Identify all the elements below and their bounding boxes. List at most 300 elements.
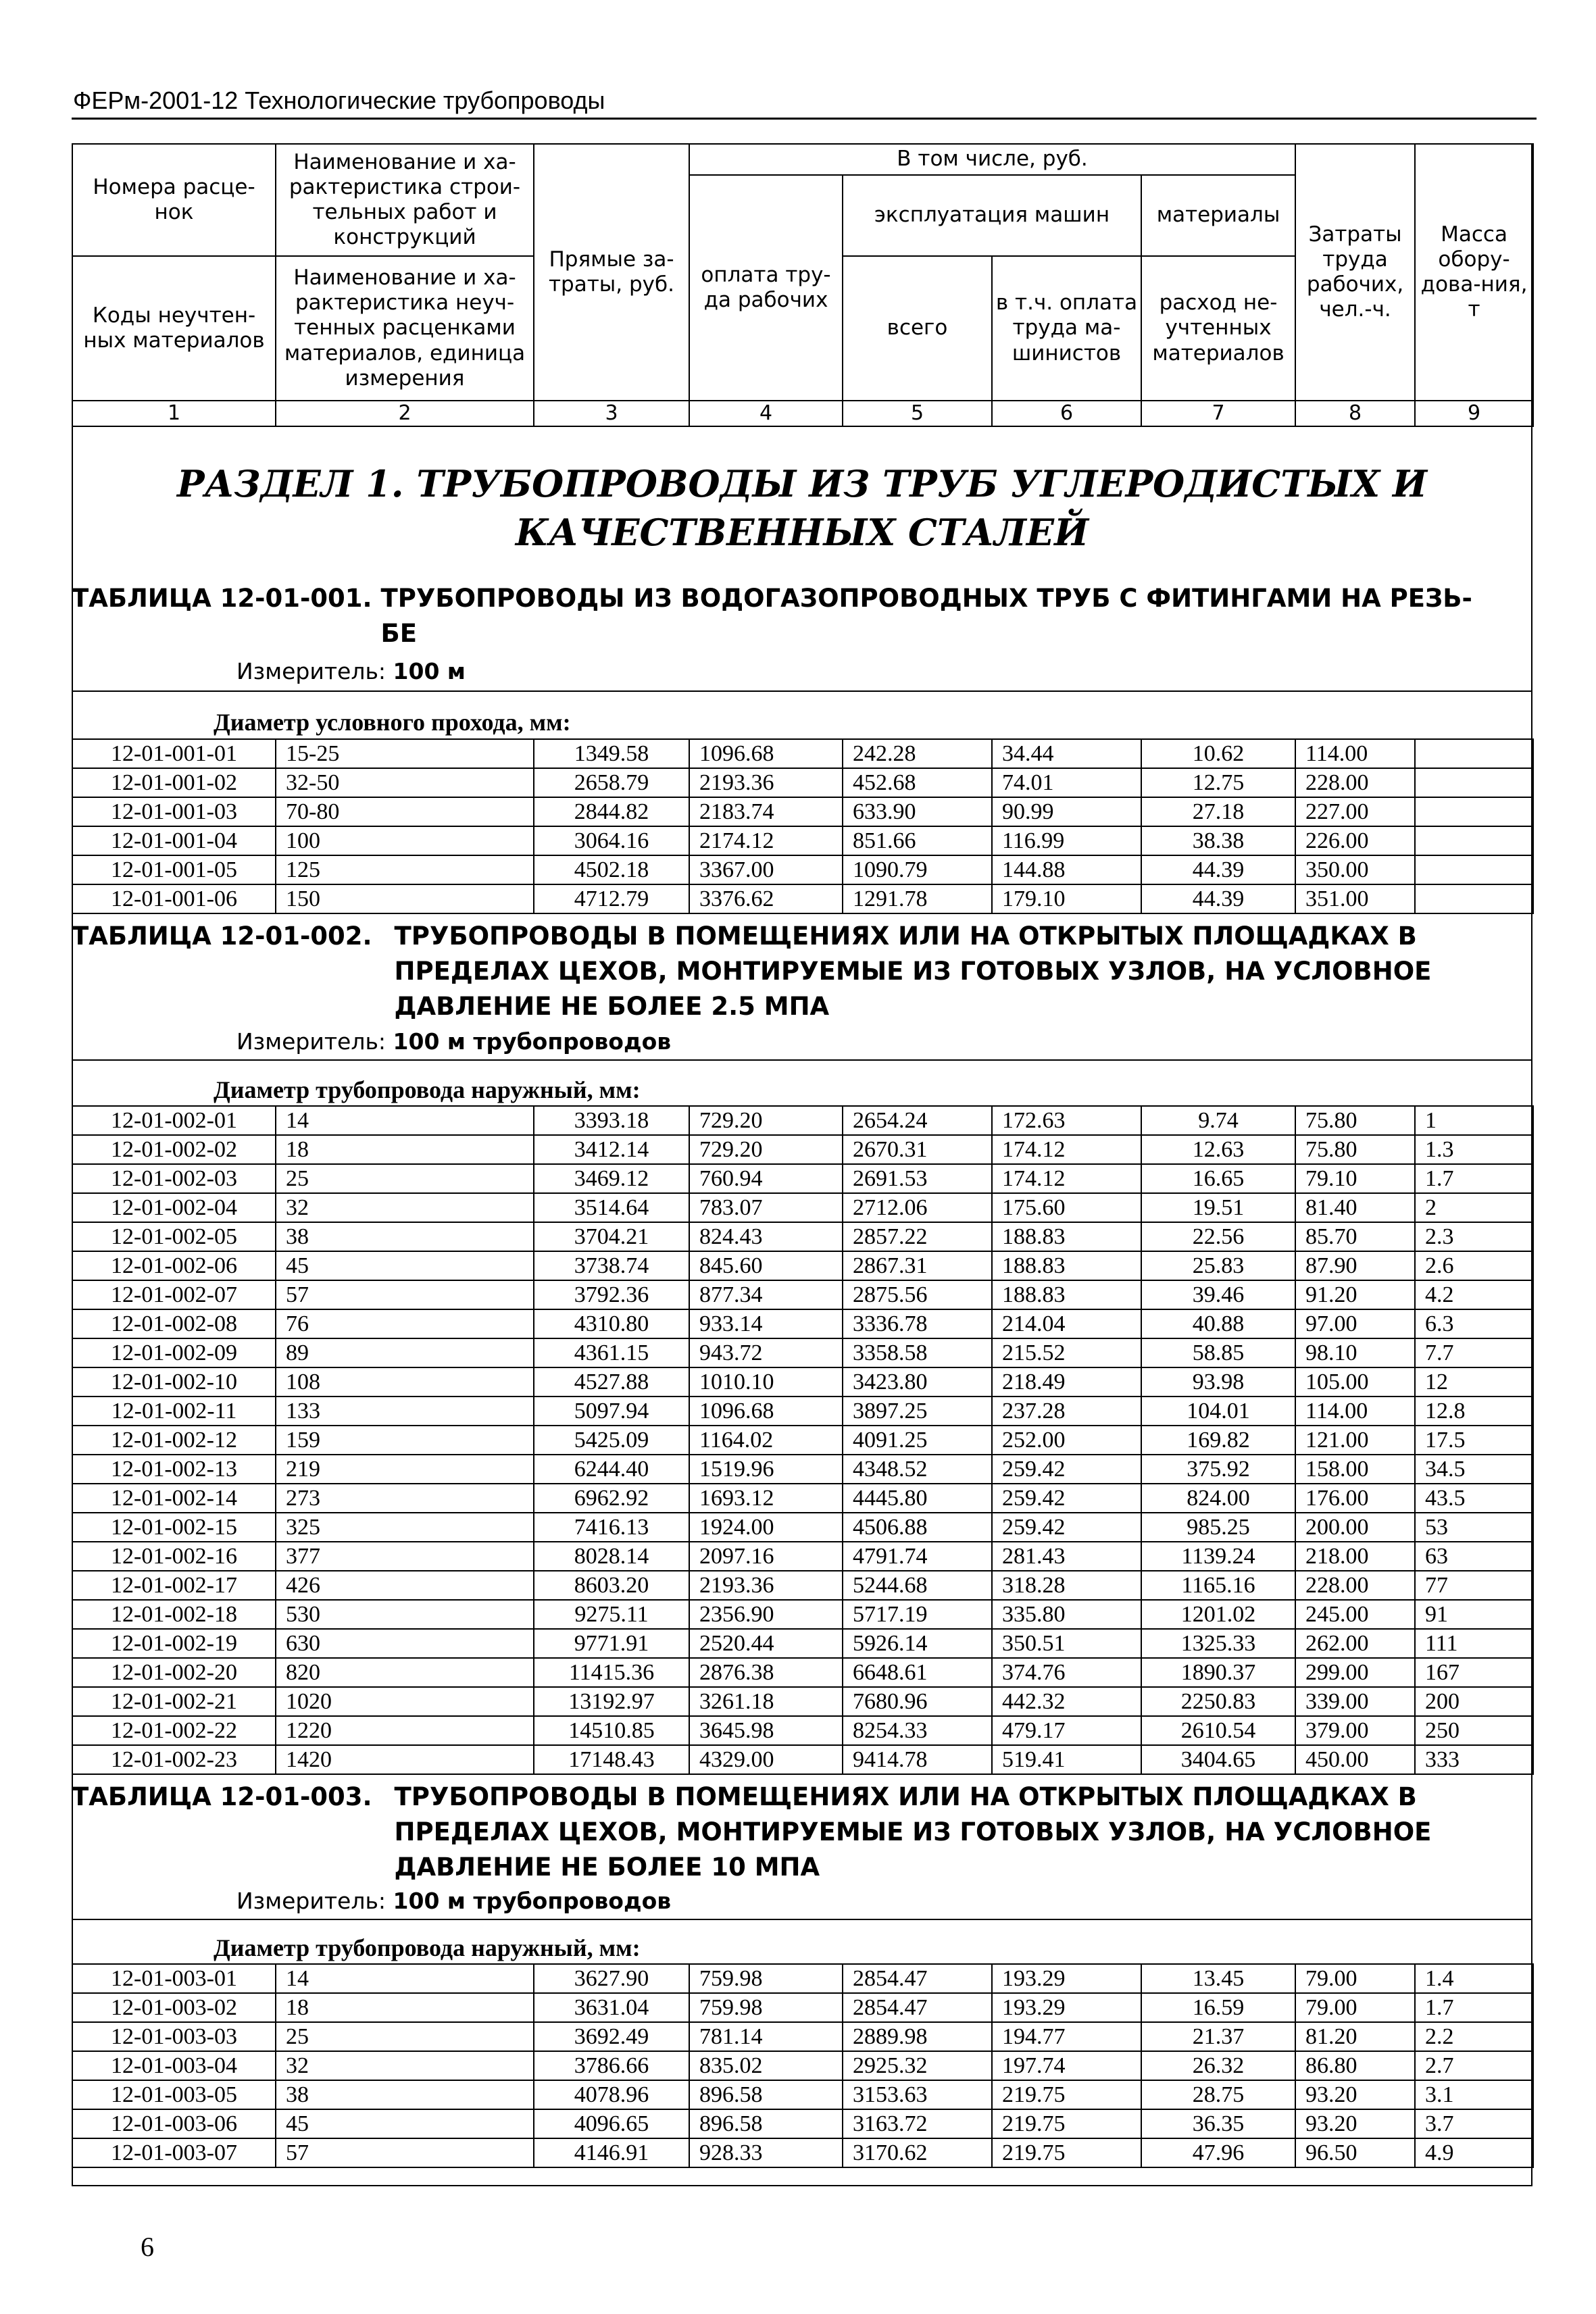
cell-labor-hours: 114.00: [1295, 739, 1415, 768]
cell-rate-code: 12-01-001-03: [72, 797, 276, 826]
cell-labor-hours: 79.00: [1295, 1964, 1415, 1993]
cell-materials: 1201.02: [1141, 1600, 1295, 1629]
cell-direct-costs: 4146.91: [534, 2138, 689, 2167]
table-row: [72, 1993, 1533, 2022]
cell-labor-hours: 81.20: [1295, 2022, 1415, 2051]
cell-direct-costs: 4361.15: [534, 1338, 689, 1367]
cell-direct-costs: 5425.09: [534, 1426, 689, 1455]
cell-machine-total: 4506.88: [843, 1513, 992, 1542]
header-oplata-truda: оплата тру-да рабочих: [689, 175, 843, 401]
cell-labor-wages: 1519.96: [689, 1455, 843, 1484]
cell-direct-costs: 17148.43: [534, 1745, 689, 1774]
header-pryamye-zatraty: Прямые за-траты, руб.: [534, 144, 689, 401]
table-row: [72, 1571, 1533, 1600]
cell-labor-wages: 3376.62: [689, 884, 843, 913]
cell-direct-costs: 4527.88: [534, 1367, 689, 1397]
header-v-t-ch-oplata: в т.ч. оплата труда ма-шинистов: [992, 256, 1141, 401]
cell-materials: 13.45: [1141, 1964, 1295, 1993]
cell-machine-total: 3170.62: [843, 2138, 992, 2167]
cell-rate-code: 12-01-002-09: [72, 1338, 276, 1367]
cell-direct-costs: 3514.64: [534, 1193, 689, 1222]
cell-labor-wages: 835.02: [689, 2051, 843, 2080]
column-number: 8: [1295, 401, 1415, 426]
cell-diameter: 57: [276, 1280, 534, 1309]
cell-equipment-mass: 3.1: [1415, 2080, 1533, 2109]
cell-machine-total: 3163.72: [843, 2109, 992, 2138]
cell-machinist-wages: 442.32: [992, 1687, 1141, 1716]
table-row: [72, 2051, 1533, 2080]
cell-equipment-mass: 1.3: [1415, 1135, 1533, 1164]
header-v-tom-chisle: В том числе, руб.: [689, 144, 1295, 175]
cell-rate-code: 12-01-002-18: [72, 1600, 276, 1629]
cell-machine-total: 6648.61: [843, 1658, 992, 1687]
cell-equipment-mass: [1415, 826, 1533, 855]
header-ekspluatatsiya-mashin: эксплуатация машин: [843, 175, 1141, 256]
table-divider: [72, 1059, 1532, 1061]
cell-direct-costs: 3627.90: [534, 1964, 689, 1993]
cell-equipment-mass: [1415, 739, 1533, 768]
cell-machinist-wages: 350.51: [992, 1629, 1141, 1658]
table-row: [72, 1716, 1533, 1745]
cell-machine-total: 4791.74: [843, 1542, 992, 1571]
cell-machinist-wages: 197.74: [992, 2051, 1141, 2080]
cell-equipment-mass: 2.6: [1415, 1251, 1533, 1280]
cell-diameter: 32: [276, 2051, 534, 2080]
table-divider: [72, 1919, 1532, 1920]
table-row: [72, 797, 1533, 826]
header-nomera: Номера расце-нок: [72, 144, 276, 256]
cell-materials: 93.98: [1141, 1367, 1295, 1397]
cell-direct-costs: 3704.21: [534, 1222, 689, 1251]
header-massa: Масса обору-дова-ния, т: [1415, 144, 1533, 401]
rates-table: [72, 1105, 1534, 1775]
cell-labor-wages: 729.20: [689, 1106, 843, 1135]
cell-equipment-mass: 200: [1415, 1687, 1533, 1716]
cell-equipment-mass: 12.8: [1415, 1397, 1533, 1426]
cell-rate-code: 12-01-002-11: [72, 1397, 276, 1426]
cell-materials: 1139.24: [1141, 1542, 1295, 1571]
cell-machine-total: 2925.32: [843, 2051, 992, 2080]
cell-labor-hours: 91.20: [1295, 1280, 1415, 1309]
cell-labor-hours: 75.80: [1295, 1135, 1415, 1164]
table-row: [72, 1280, 1533, 1309]
running-header: ФЕРм-2001-12 Технологические трубопроводы: [73, 86, 605, 114]
cell-materials: 19.51: [1141, 1193, 1295, 1222]
cell-materials: 44.39: [1141, 855, 1295, 884]
cell-machinist-wages: 174.12: [992, 1164, 1141, 1193]
cell-labor-wages: 2097.16: [689, 1542, 843, 1571]
cell-equipment-mass: 2: [1415, 1193, 1533, 1222]
cell-machinist-wages: 194.77: [992, 2022, 1141, 2051]
cell-diameter: 159: [276, 1426, 534, 1455]
cell-materials: 28.75: [1141, 2080, 1295, 2109]
cell-machine-total: 452.68: [843, 768, 992, 797]
cell-machine-total: 2712.06: [843, 1193, 992, 1222]
cell-materials: 25.83: [1141, 1251, 1295, 1280]
cell-labor-hours: 227.00: [1295, 797, 1415, 826]
cell-machinist-wages: 175.60: [992, 1193, 1141, 1222]
cell-labor-hours: 81.40: [1295, 1193, 1415, 1222]
cell-direct-costs: 6962.92: [534, 1484, 689, 1513]
table-row: [72, 1745, 1533, 1774]
cell-labor-hours: 450.00: [1295, 1745, 1415, 1774]
cell-machine-total: 2889.98: [843, 2022, 992, 2051]
cell-rate-code: 12-01-002-05: [72, 1222, 276, 1251]
cell-machinist-wages: 144.88: [992, 855, 1141, 884]
cell-labor-hours: 158.00: [1295, 1455, 1415, 1484]
cell-diameter: 45: [276, 2109, 534, 2138]
measure-line: [236, 1888, 671, 1914]
table-divider: [72, 690, 1532, 692]
cell-labor-hours: 93.20: [1295, 2109, 1415, 2138]
cell-machine-total: 9414.78: [843, 1745, 992, 1774]
table-title-prefix: ТАБЛИЦА 12-01-002.: [72, 922, 372, 951]
cell-labor-hours: 97.00: [1295, 1309, 1415, 1338]
cell-direct-costs: 4078.96: [534, 2080, 689, 2109]
cell-machinist-wages: 219.75: [992, 2109, 1141, 2138]
cell-equipment-mass: 167: [1415, 1658, 1533, 1687]
table-row: [72, 1455, 1533, 1484]
cell-machinist-wages: 479.17: [992, 1716, 1141, 1745]
measure-value: 100 м: [393, 658, 466, 684]
cell-rate-code: 12-01-001-01: [72, 739, 276, 768]
cell-equipment-mass: 2.2: [1415, 2022, 1533, 2051]
cell-direct-costs: 9275.11: [534, 1600, 689, 1629]
cell-direct-costs: 4712.79: [534, 884, 689, 913]
cell-labor-wages: 1164.02: [689, 1426, 843, 1455]
cell-labor-wages: 1096.68: [689, 1397, 843, 1426]
column-number: 1: [72, 401, 276, 426]
cell-equipment-mass: 2.7: [1415, 2051, 1533, 2080]
cell-materials: 12.63: [1141, 1135, 1295, 1164]
cell-materials: 36.35: [1141, 2109, 1295, 2138]
cell-rate-code: 12-01-002-21: [72, 1687, 276, 1716]
cell-materials: 58.85: [1141, 1338, 1295, 1367]
cell-labor-wages: 2174.12: [689, 826, 843, 855]
cell-diameter: 1020: [276, 1687, 534, 1716]
table-row: [72, 826, 1533, 855]
cell-equipment-mass: 4.9: [1415, 2138, 1533, 2167]
cell-labor-hours: 228.00: [1295, 1571, 1415, 1600]
cell-rate-code: 12-01-002-16: [72, 1542, 276, 1571]
column-number: 4: [689, 401, 843, 426]
cell-direct-costs: 3469.12: [534, 1164, 689, 1193]
table-row: [72, 1964, 1533, 1993]
header-materialy: материалы: [1141, 175, 1295, 256]
measure-label: Измеритель:: [236, 658, 386, 684]
cell-diameter: 1220: [276, 1716, 534, 1745]
cell-diameter: 325: [276, 1513, 534, 1542]
cell-machinist-wages: 116.99: [992, 826, 1141, 855]
cell-equipment-mass: 53: [1415, 1513, 1533, 1542]
cell-diameter: 18: [276, 1993, 534, 2022]
cell-direct-costs: 7416.13: [534, 1513, 689, 1542]
cell-materials: 16.65: [1141, 1164, 1295, 1193]
cell-direct-costs: 3792.36: [534, 1280, 689, 1309]
column-number: 5: [843, 401, 992, 426]
cell-labor-wages: 781.14: [689, 2022, 843, 2051]
cell-equipment-mass: 34.5: [1415, 1455, 1533, 1484]
cell-labor-hours: 226.00: [1295, 826, 1415, 855]
cell-machine-total: 3336.78: [843, 1309, 992, 1338]
cell-diameter: 820: [276, 1658, 534, 1687]
cell-machinist-wages: 259.42: [992, 1513, 1141, 1542]
cell-diameter: 38: [276, 2080, 534, 2109]
cell-machine-total: 4348.52: [843, 1455, 992, 1484]
table-row: [72, 2080, 1533, 2109]
cell-machine-total: 3153.63: [843, 2080, 992, 2109]
table-row: [72, 1135, 1533, 1164]
column-number: 2: [276, 401, 534, 426]
cell-labor-wages: 2193.36: [689, 1571, 843, 1600]
cell-diameter: 1420: [276, 1745, 534, 1774]
cell-labor-wages: 933.14: [689, 1309, 843, 1338]
cell-materials: 1165.16: [1141, 1571, 1295, 1600]
cell-equipment-mass: 63: [1415, 1542, 1533, 1571]
cell-labor-wages: 943.72: [689, 1338, 843, 1367]
cell-labor-hours: 79.00: [1295, 1993, 1415, 2022]
cell-labor-hours: 351.00: [1295, 884, 1415, 913]
table-row: [72, 1193, 1533, 1222]
cell-machine-total: 7680.96: [843, 1687, 992, 1716]
cell-machinist-wages: 218.49: [992, 1367, 1141, 1397]
cell-machinist-wages: 335.80: [992, 1600, 1141, 1629]
cell-materials: 375.92: [1141, 1455, 1295, 1484]
measure-line: [236, 658, 466, 684]
header-zatraty-truda: Затраты труда рабочих, чел.-ч.: [1295, 144, 1415, 401]
diameter-label: Диаметр трубопровода наружный, мм:: [214, 1076, 641, 1103]
table-row: [72, 1164, 1533, 1193]
cell-labor-hours: 87.90: [1295, 1251, 1415, 1280]
cell-machine-total: 4091.25: [843, 1426, 992, 1455]
cell-machinist-wages: 374.76: [992, 1658, 1141, 1687]
header-rashod-materialov: расход не-учтенных материалов: [1141, 256, 1295, 401]
cell-labor-wages: 759.98: [689, 1993, 843, 2022]
cell-direct-costs: 8603.20: [534, 1571, 689, 1600]
table-row: [72, 1397, 1533, 1426]
cell-direct-costs: 3064.16: [534, 826, 689, 855]
cell-machine-total: 242.28: [843, 739, 992, 768]
column-number: 7: [1141, 401, 1295, 426]
table-title-prefix: ТАБЛИЦА 12-01-003.: [72, 1782, 372, 1811]
cell-diameter: 108: [276, 1367, 534, 1397]
cell-labor-hours: 218.00: [1295, 1542, 1415, 1571]
cell-machine-total: 2875.56: [843, 1280, 992, 1309]
cell-machine-total: 1291.78: [843, 884, 992, 913]
measure-value: 100 м трубопроводов: [393, 1888, 672, 1914]
cell-machinist-wages: 174.12: [992, 1135, 1141, 1164]
cell-labor-hours: 200.00: [1295, 1513, 1415, 1542]
table-row: [72, 1542, 1533, 1571]
cell-machine-total: 4445.80: [843, 1484, 992, 1513]
cell-labor-wages: 824.43: [689, 1222, 843, 1251]
cell-direct-costs: 8028.14: [534, 1542, 689, 1571]
cell-labor-wages: 896.58: [689, 2080, 843, 2109]
cell-machinist-wages: 281.43: [992, 1542, 1141, 1571]
cell-machine-total: 3897.25: [843, 1397, 992, 1426]
table-title: [72, 919, 1532, 1024]
cell-direct-costs: 1349.58: [534, 739, 689, 768]
table-row: [72, 2109, 1533, 2138]
cell-labor-wages: 2356.90: [689, 1600, 843, 1629]
cell-materials: 27.18: [1141, 797, 1295, 826]
cell-machine-total: 2854.47: [843, 1964, 992, 1993]
cell-labor-hours: 105.00: [1295, 1367, 1415, 1397]
cell-diameter: 89: [276, 1338, 534, 1367]
cell-equipment-mass: 4.2: [1415, 1280, 1533, 1309]
cell-labor-hours: 98.10: [1295, 1338, 1415, 1367]
cell-rate-code: 12-01-003-01: [72, 1964, 276, 1993]
cell-direct-costs: 3786.66: [534, 2051, 689, 2080]
cell-labor-wages: 845.60: [689, 1251, 843, 1280]
cell-labor-wages: 729.20: [689, 1135, 843, 1164]
cell-labor-wages: 896.58: [689, 2109, 843, 2138]
cell-rate-code: 12-01-003-03: [72, 2022, 276, 2051]
cell-labor-wages: 1096.68: [689, 739, 843, 768]
cell-machinist-wages: 188.83: [992, 1251, 1141, 1280]
cell-direct-costs: 4096.65: [534, 2109, 689, 2138]
cell-machine-total: 2691.53: [843, 1164, 992, 1193]
cell-rate-code: 12-01-002-14: [72, 1484, 276, 1513]
cell-rate-code: 12-01-002-03: [72, 1164, 276, 1193]
measure-label: Измеритель:: [236, 1028, 386, 1055]
table-title-body: ТРУБОПРОВОДЫ В ПОМЕЩЕНИЯХ ИЛИ НА ОТКРЫТЫХ ПЛОЩАДКАХ В ПРЕДЕЛАХ ЦЕХОВ, МОНТИРУЕМЫЕ ИЗ ГОТОВЫХ УЗЛОВ, НА УСЛОВНОЕ ДАВЛЕНИЕ НЕ БОЛЕЕ 2.5 МПА: [394, 922, 1432, 1021]
cell-machine-total: 8254.33: [843, 1716, 992, 1745]
cell-machinist-wages: 193.29: [992, 1993, 1141, 2022]
cell-equipment-mass: [1415, 797, 1533, 826]
cell-rate-code: 12-01-001-05: [72, 855, 276, 884]
table-row: [72, 1251, 1533, 1280]
cell-labor-hours: 79.10: [1295, 1164, 1415, 1193]
cell-machine-total: 2654.24: [843, 1106, 992, 1135]
table-row: [72, 1600, 1533, 1629]
header-naimenovanie-materialov: Наименование и ха-рактеристика неуч-тенных расценками материалов, единица измерения: [276, 256, 534, 401]
cell-equipment-mass: 250: [1415, 1716, 1533, 1745]
cell-rate-code: 12-01-002-23: [72, 1745, 276, 1774]
cell-direct-costs: 14510.85: [534, 1716, 689, 1745]
header-rule: [72, 118, 1537, 120]
cell-labor-hours: 75.80: [1295, 1106, 1415, 1135]
cell-machinist-wages: 237.28: [992, 1397, 1141, 1426]
cell-equipment-mass: 1: [1415, 1106, 1533, 1135]
table-row: [72, 2138, 1533, 2167]
cell-rate-code: 12-01-002-07: [72, 1280, 276, 1309]
cell-labor-hours: 228.00: [1295, 768, 1415, 797]
cell-equipment-mass: 3.7: [1415, 2109, 1533, 2138]
cell-machinist-wages: 34.44: [992, 739, 1141, 768]
cell-machine-total: 633.90: [843, 797, 992, 826]
table-row: [72, 1426, 1533, 1455]
measure-line: [236, 1028, 671, 1055]
table-title: [72, 581, 1532, 651]
cell-materials: 26.32: [1141, 2051, 1295, 2080]
cell-labor-wages: 2876.38: [689, 1658, 843, 1687]
cell-machinist-wages: 172.63: [992, 1106, 1141, 1135]
cell-equipment-mass: 43.5: [1415, 1484, 1533, 1513]
cell-machinist-wages: 519.41: [992, 1745, 1141, 1774]
cell-direct-costs: 3738.74: [534, 1251, 689, 1280]
header-kody-materialov: Коды неучтен-ных материалов: [72, 256, 276, 401]
cell-diameter: 273: [276, 1484, 534, 1513]
table-row: [72, 855, 1533, 884]
cell-direct-costs: 3412.14: [534, 1135, 689, 1164]
cell-rate-code: 12-01-002-06: [72, 1251, 276, 1280]
cell-labor-wages: 1924.00: [689, 1513, 843, 1542]
cell-diameter: 25: [276, 1164, 534, 1193]
cell-labor-hours: 114.00: [1295, 1397, 1415, 1426]
cell-equipment-mass: 1.4: [1415, 1964, 1533, 1993]
cell-machinist-wages: 215.52: [992, 1338, 1141, 1367]
cell-labor-hours: 96.50: [1295, 2138, 1415, 2167]
cell-diameter: 219: [276, 1455, 534, 1484]
cell-labor-wages: 3367.00: [689, 855, 843, 884]
cell-rate-code: 12-01-002-17: [72, 1571, 276, 1600]
table-title-prefix: ТАБЛИЦА 12-01-001.: [72, 584, 372, 613]
cell-equipment-mass: 333: [1415, 1745, 1533, 1774]
cell-equipment-mass: 7.7: [1415, 1338, 1533, 1367]
cell-materials: 47.96: [1141, 2138, 1295, 2167]
cell-machine-total: 3423.80: [843, 1367, 992, 1397]
cell-diameter: 530: [276, 1600, 534, 1629]
cell-diameter: 377: [276, 1542, 534, 1571]
cell-direct-costs: 13192.97: [534, 1687, 689, 1716]
cell-machine-total: 5244.68: [843, 1571, 992, 1600]
cell-direct-costs: 4502.18: [534, 855, 689, 884]
cell-labor-hours: 121.00: [1295, 1426, 1415, 1455]
cell-direct-costs: 6244.40: [534, 1455, 689, 1484]
table-row: [72, 1338, 1533, 1367]
header-vsego: всего: [843, 256, 992, 401]
cell-rate-code: 12-01-001-02: [72, 768, 276, 797]
rates-table: [72, 738, 1534, 914]
cell-labor-hours: 299.00: [1295, 1658, 1415, 1687]
cell-diameter: 18: [276, 1135, 534, 1164]
cell-equipment-mass: [1415, 884, 1533, 913]
diameter-label: Диаметр трубопровода наружный, мм:: [214, 1934, 641, 1961]
cell-rate-code: 12-01-001-04: [72, 826, 276, 855]
cell-labor-wages: 783.07: [689, 1193, 843, 1222]
cell-diameter: 630: [276, 1629, 534, 1658]
cell-direct-costs: 4310.80: [534, 1309, 689, 1338]
cell-diameter: 14: [276, 1106, 534, 1135]
table-row: [72, 1367, 1533, 1397]
cell-labor-hours: 85.70: [1295, 1222, 1415, 1251]
cell-equipment-mass: 1.7: [1415, 1164, 1533, 1193]
cell-machinist-wages: 188.83: [992, 1222, 1141, 1251]
table-row: [72, 1222, 1533, 1251]
cell-materials: 10.62: [1141, 739, 1295, 768]
cell-materials: 2250.83: [1141, 1687, 1295, 1716]
table-row: [72, 884, 1533, 913]
cell-direct-costs: 3631.04: [534, 1993, 689, 2022]
cell-labor-hours: 339.00: [1295, 1687, 1415, 1716]
cell-direct-costs: 3393.18: [534, 1106, 689, 1135]
cell-machine-total: 2867.31: [843, 1251, 992, 1280]
cell-labor-wages: 2520.44: [689, 1629, 843, 1658]
header-naimenovanie-rabot: Наименование и ха-рактеристика строи-тельных работ и конструкций: [276, 144, 534, 256]
cell-rate-code: 12-01-002-01: [72, 1106, 276, 1135]
cell-machine-total: 851.66: [843, 826, 992, 855]
cell-machine-total: 2670.31: [843, 1135, 992, 1164]
cell-materials: 1325.33: [1141, 1629, 1295, 1658]
cell-labor-hours: 86.80: [1295, 2051, 1415, 2080]
cell-machinist-wages: 193.29: [992, 1964, 1141, 1993]
cell-machinist-wages: 188.83: [992, 1280, 1141, 1309]
cell-materials: 985.25: [1141, 1513, 1295, 1542]
cell-machine-total: 2857.22: [843, 1222, 992, 1251]
cell-machine-total: 5926.14: [843, 1629, 992, 1658]
cell-rate-code: 12-01-002-12: [72, 1426, 276, 1455]
